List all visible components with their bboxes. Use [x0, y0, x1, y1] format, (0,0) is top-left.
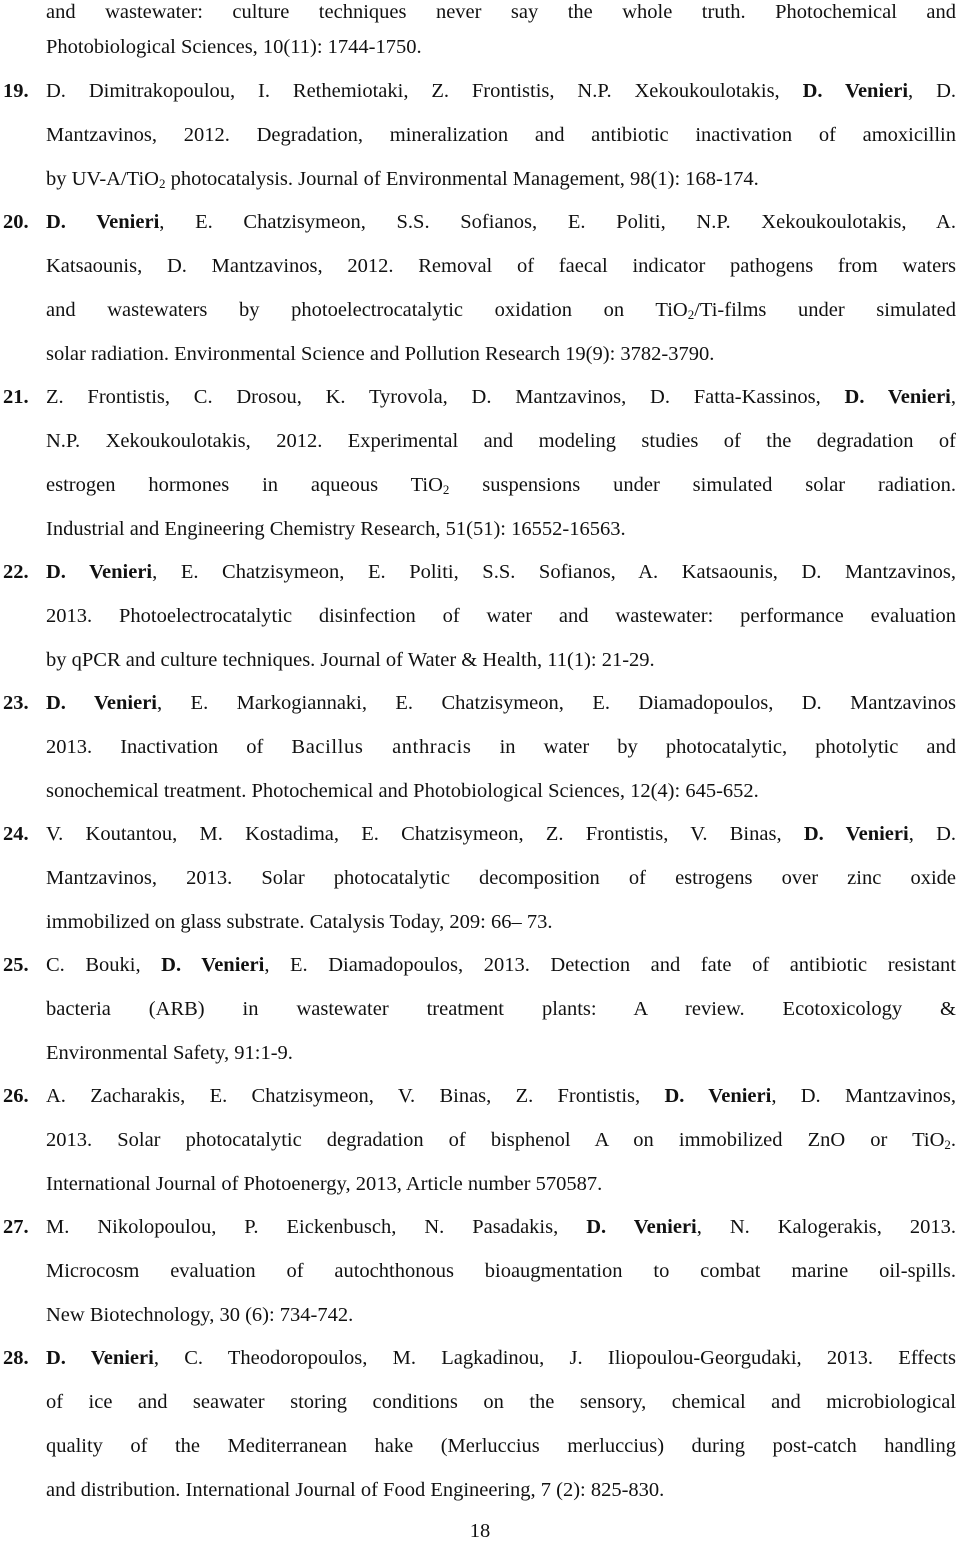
reference-number: 19.: [3, 80, 29, 102]
reference-line: D. Venieri, E. Chatzisymeon, S.S. Sofianos, E. Politi, N.P. Xekoukoulotakis, A.: [46, 211, 956, 233]
species-name: Bacillus anthracis: [291, 736, 472, 758]
highlighted-author: D. Venieri: [46, 1347, 154, 1369]
highlighted-author: D. Venieri: [844, 386, 951, 408]
reference-line: D. Venieri, E. Chatzisymeon, E. Politi, S.S. Sofianos, A. Katsaounis, D. Mantzavinos,: [46, 561, 956, 583]
reference-line: N.P. Xekoukoulotakis, 2012. Experimental and modeling studies of the degradation of: [46, 430, 956, 452]
reference-line: bacteria (ARB) in wastewater treatment plants: A review. Ecotoxicology &: [46, 998, 956, 1020]
reference-line: Microcosm evaluation of autochthonous bioaugmentation to combat marine oil-spills.: [46, 1260, 956, 1282]
page-number: 18: [469, 1520, 491, 1542]
highlighted-author: D. Venieri: [46, 211, 160, 233]
reference-line: and wastewater: culture techniques never say the whole truth. Photochemical and: [46, 1, 956, 23]
reference-line: by UV-A/TiO$_2$ photocatalysis. Journal of Environmental Management, 98(1): 168-174.: [46, 168, 759, 191]
reference-line: D. Venieri, C. Theodoropoulos, M. Lagkadinou, J. Iliopoulou-Georgudaki, 2013. Effects: [46, 1347, 956, 1369]
reference-line: Photobiological Sciences, 10(11): 1744-1750.: [46, 36, 422, 58]
reference-line: Z. Frontistis, C. Drosou, K. Tyrovola, D. Mantzavinos, D. Fatta-Kassinos, D. Venieri,: [46, 386, 956, 408]
highlighted-author: D. Venieri: [161, 954, 265, 976]
reference-line: 2013. Photoelectrocatalytic disinfection of water and wastewater: performance evaluation: [46, 605, 956, 627]
reference-number: 24.: [3, 823, 29, 845]
reference-line: Mantzavinos, 2013. Solar photocatalytic decomposition of estrogens over zinc oxide: [46, 867, 956, 889]
reference-line: Environmental Safety, 91:1-9.: [46, 1042, 293, 1064]
reference-number: 21.: [3, 386, 29, 408]
reference-number: 27.: [3, 1216, 29, 1238]
reference-line: A. Zacharakis, E. Chatzisymeon, V. Binas, Z. Frontistis, D. Venieri, D. Mantzavinos,: [46, 1085, 956, 1107]
reference-line: quality of the Mediterranean hake (Merluccius merluccius) during post-catch handling: [46, 1435, 956, 1457]
reference-line: Industrial and Engineering Chemistry Research, 51(51): 16552-16563.: [46, 518, 626, 540]
reference-line: and distribution. International Journal of Food Engineering, 7 (2): 825-830.: [46, 1479, 665, 1501]
reference-number: 26.: [3, 1085, 29, 1107]
highlighted-author: D. Venieri: [802, 80, 909, 102]
highlighted-author: D. Venieri: [46, 692, 157, 714]
reference-line: 2013. Inactivation of Bacillus anthracis in water by photocatalytic, photolytic and: [46, 736, 957, 758]
highlighted-author: D. Venieri: [46, 561, 153, 583]
reference-line: Mantzavinos, 2012. Degradation, mineralization and antibiotic inactivation of amoxicillin: [46, 124, 956, 146]
reference-line: International Journal of Photoenergy, 2013, Article number 570587.: [46, 1173, 603, 1195]
reference-number: 22.: [3, 561, 29, 583]
reference-line: D. Venieri, E. Markogiannaki, E. Chatzisymeon, E. Diamadopoulos, D. Mantzavinos: [46, 692, 956, 714]
reference-line: by qPCR and culture techniques. Journal of Water & Health, 11(1): 21-29.: [46, 649, 655, 671]
reference-line: sonochemical treatment. Photochemical and Photobiological Sciences, 12(4): 645-652.: [46, 780, 759, 802]
highlighted-author: D. Venieri: [803, 823, 909, 845]
reference-line: V. Koutantou, M. Kostadima, E. Chatzisymeon, Z. Frontistis, V. Binas, D. Venieri, D.: [46, 823, 956, 845]
reference-number: 28.: [3, 1347, 29, 1369]
reference-line: C. Bouki, D. Venieri, E. Diamadopoulos, 2013. Detection and fate of antibiotic resistant: [46, 954, 957, 976]
reference-number: 23.: [3, 692, 29, 714]
reference-number: 20.: [3, 211, 29, 233]
reference-line: immobilized on glass substrate. Catalysis Today, 209: 66– 73.: [46, 911, 553, 933]
reference-line: Katsaounis, D. Mantzavinos, 2012. Removal of faecal indicator pathogens from waters: [46, 255, 956, 277]
reference-number: 25.: [3, 954, 29, 976]
reference-line: and wastewaters by photoelectrocatalytic oxidation on TiO$_2$/Ti-films under simulated: [46, 299, 957, 322]
highlighted-author: D. Venieri: [586, 1216, 697, 1238]
highlighted-author: D. Venieri: [664, 1085, 772, 1107]
reference-line: estrogen hormones in aqueous TiO$_2$ suspensions under simulated solar radiation.: [46, 474, 956, 497]
reference-line: of ice and seawater storing conditions on the sensory, chemical and microbiological: [46, 1391, 956, 1413]
reference-line: New Biotechnology, 30 (6): 734-742.: [46, 1304, 354, 1326]
reference-line: 2013. Solar photocatalytic degradation of bisphenol A on immobilized ZnO or TiO$_2$.: [46, 1129, 956, 1152]
reference-line: solar radiation. Environmental Science and Pollution Research 19(9): 3782-3790.: [46, 343, 715, 365]
reference-line: M. Nikolopoulou, P. Eickenbusch, N. Pasadakis, D. Venieri, N. Kalogerakis, 2013.: [46, 1216, 956, 1238]
reference-line: D. Dimitrakopoulou, I. Rethemiotaki, Z. Frontistis, N.P. Xekoukoulotakis, D. Venieri, D.: [46, 80, 956, 102]
